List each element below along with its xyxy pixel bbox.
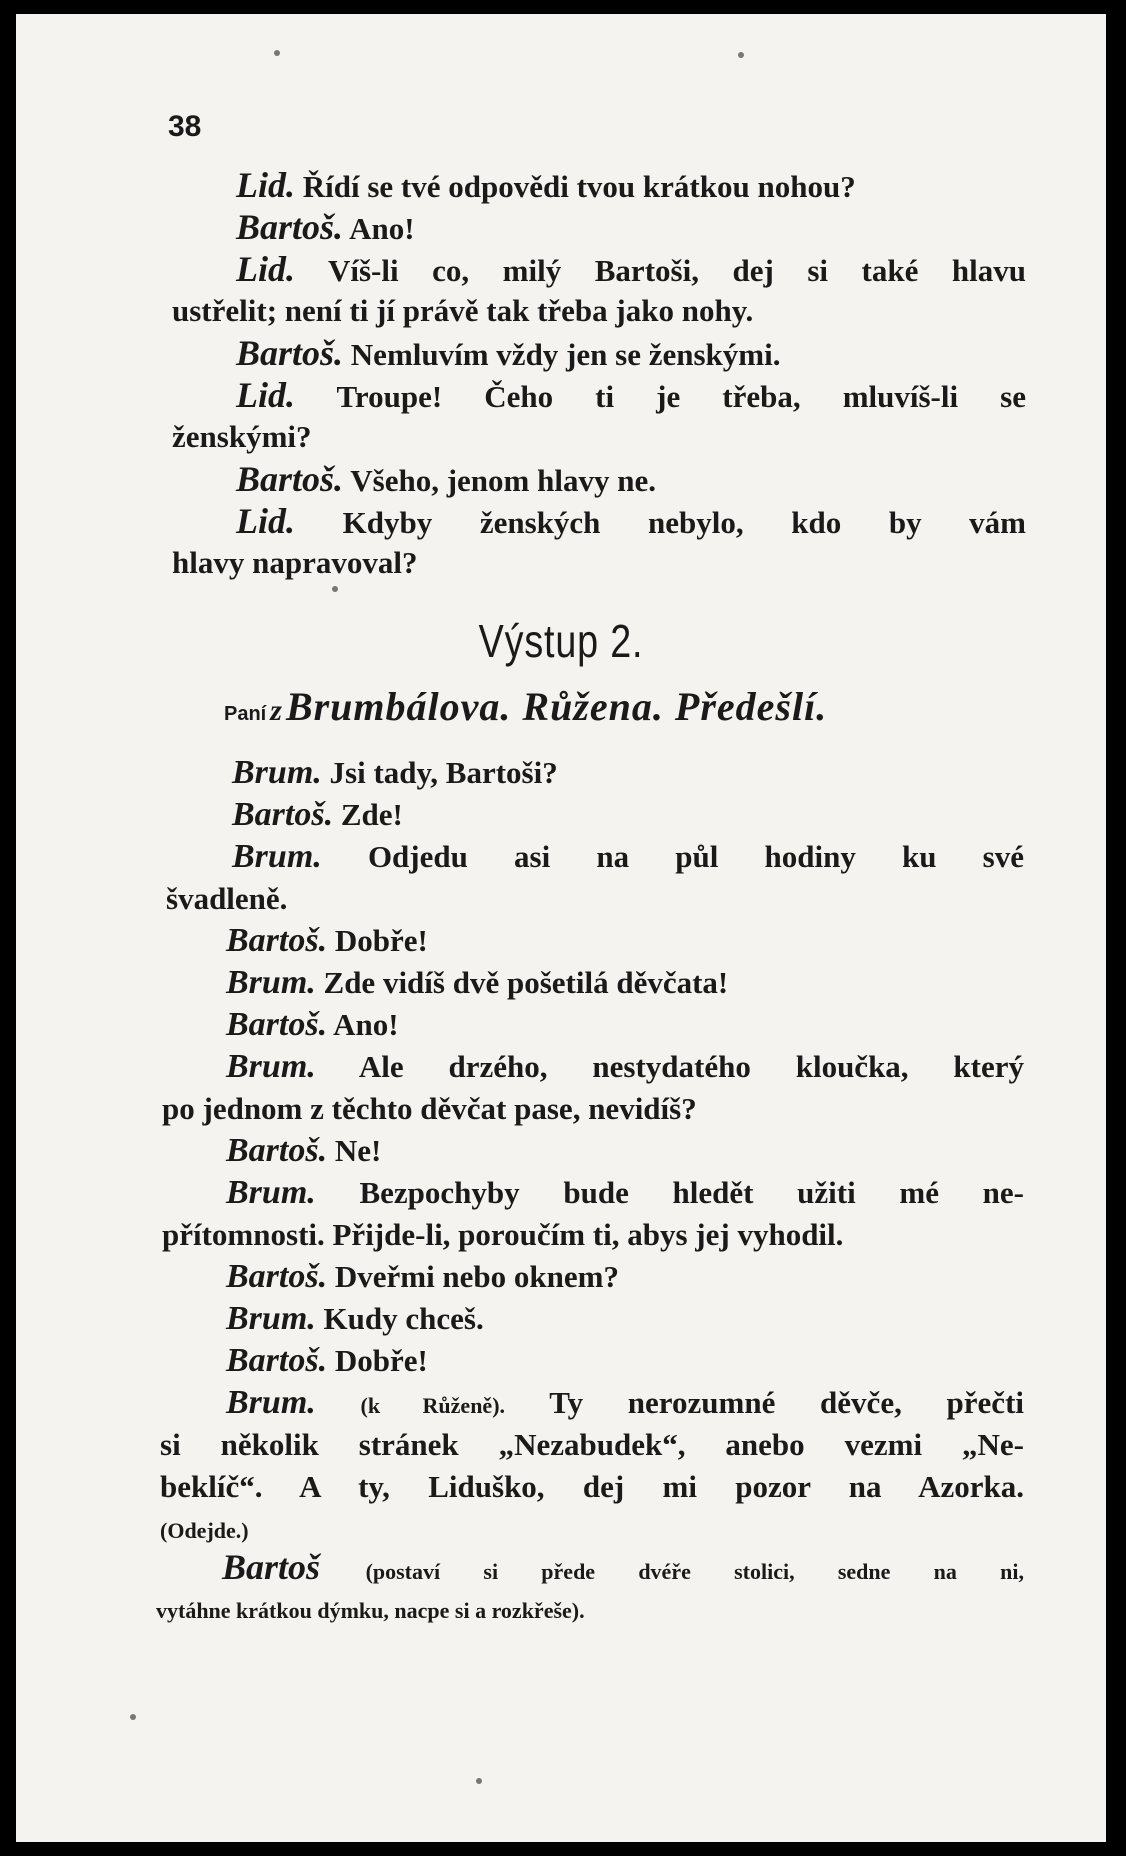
dialogue-line bbox=[226, 1382, 1024, 1424]
speaker-name: Bartoš. bbox=[236, 207, 344, 247]
dialogue-line bbox=[232, 752, 558, 794]
speaker-name: Brum. bbox=[226, 964, 316, 1001]
speaker-name: Bartoš bbox=[222, 1547, 321, 1587]
speaker-name: Bartoš. bbox=[226, 1342, 328, 1379]
speaker-name: Bartoš. bbox=[236, 459, 344, 499]
dialogue-line bbox=[160, 1424, 1024, 1466]
speaker-name: Lid. bbox=[236, 375, 295, 415]
speaker-name: Brum. bbox=[226, 1300, 316, 1337]
speaker-name: Lid. bbox=[236, 249, 295, 289]
line-text: Ano! bbox=[349, 211, 415, 246]
line-text: Ne! bbox=[334, 1133, 382, 1168]
line-text: švadleně. bbox=[166, 881, 288, 916]
line-text: beklíč“. A ty, Liduško, dej mi pozor na Azorka. bbox=[160, 1469, 1024, 1504]
dialogue-line bbox=[226, 1298, 484, 1340]
line-text: Troupe! Čeho ti je třeba, mluvíš-li se bbox=[336, 379, 1026, 414]
dialogue-line bbox=[226, 1172, 1024, 1214]
dialogue-line bbox=[236, 500, 1026, 542]
line-text: Zde vidíš dvě pošetilá děvčata! bbox=[323, 965, 729, 1000]
dialogue-line bbox=[236, 374, 1026, 416]
speaker-name: Brum. bbox=[232, 754, 322, 791]
dialogue-line bbox=[236, 164, 856, 206]
page-number: 38 bbox=[168, 110, 202, 143]
stage-direction: (Odejde.) bbox=[160, 1518, 249, 1543]
scene-heading: Výstup 2. bbox=[478, 615, 644, 667]
line-text: Zde! bbox=[340, 797, 403, 832]
paper-speck bbox=[130, 1714, 136, 1720]
dialogue-line bbox=[232, 794, 403, 836]
dialogue-line bbox=[160, 1466, 1024, 1508]
dialogue-line bbox=[236, 206, 415, 248]
dialogue-line bbox=[162, 1088, 697, 1130]
dialogue-line bbox=[172, 542, 417, 584]
cast-prefix: Paní bbox=[224, 703, 267, 725]
paper-speck bbox=[274, 50, 280, 56]
line-text: Nemluvím vždy jen se ženskými. bbox=[350, 337, 781, 372]
line-text: přítomnosti. Přijde-li, poroučím ti, abys jej vyhodil. bbox=[162, 1217, 844, 1252]
dialogue-line bbox=[226, 1004, 399, 1046]
dialogue-line bbox=[222, 1546, 1024, 1588]
dialogue-line bbox=[172, 290, 753, 332]
speaker-name: Brum. bbox=[232, 838, 322, 875]
dialogue-line bbox=[226, 1130, 381, 1172]
paper-speck bbox=[476, 1778, 482, 1784]
dialogue-line bbox=[226, 962, 728, 1004]
line-text: Ano! bbox=[333, 1007, 399, 1042]
speaker-name: Brum. bbox=[226, 1174, 316, 1211]
dialogue-line bbox=[232, 836, 1024, 878]
dialogue-line bbox=[236, 458, 656, 500]
line-text: Ale drzého, nestydatého kloučka, který bbox=[358, 1049, 1024, 1084]
line-text: Dobře! bbox=[334, 923, 428, 958]
speaker-name: Bartoš. bbox=[226, 922, 328, 959]
line-text: ustřelit; není ti jí právě tak třeba jako nohy. bbox=[172, 293, 754, 328]
line-text: Víš-li co, milý Bartoši, dej si také hlavu bbox=[327, 253, 1026, 288]
line-text: Ty nerozumné děvče, přečti bbox=[549, 1385, 1025, 1420]
dialogue-line bbox=[236, 248, 1026, 290]
stage-direction: vytáhne krátkou dýmku, nacpe si a rozkřeše). bbox=[156, 1598, 585, 1623]
line-text: Všeho, jenom hlavy ne. bbox=[350, 463, 656, 498]
dialogue-line bbox=[226, 1256, 619, 1298]
line-text: Řídí se tvé odpovědi tvou krátkou nohou? bbox=[302, 169, 856, 204]
stage-direction: (k Růženě). bbox=[360, 1393, 506, 1418]
speaker-name: Bartoš. bbox=[226, 1006, 328, 1043]
line-text: Odjedu asi na půl hodiny ku své bbox=[367, 839, 1024, 874]
dialogue-line bbox=[226, 1046, 1024, 1088]
speaker-name: Bartoš. bbox=[232, 796, 334, 833]
dialogue-line bbox=[226, 1340, 428, 1382]
speaker-name: Brum. bbox=[226, 1048, 316, 1085]
speaker-name: Brum. bbox=[226, 1384, 316, 1421]
dialogue-line bbox=[162, 1214, 843, 1256]
dialogue-line bbox=[236, 332, 780, 374]
speaker-name: Bartoš. bbox=[226, 1258, 328, 1295]
speaker-name: Lid. bbox=[236, 165, 295, 205]
line-text: Kudy chceš. bbox=[323, 1301, 484, 1336]
line-text: Kdyby ženských nebylo, kdo by vám bbox=[342, 505, 1027, 540]
dialogue-line bbox=[226, 920, 428, 962]
cast-list bbox=[224, 682, 827, 741]
line-text: ženskými? bbox=[172, 419, 312, 454]
stage-direction: (postaví si přede dvéře stolici, sedne na ni, bbox=[365, 1559, 1025, 1584]
paper-speck bbox=[738, 52, 744, 58]
line-text: Dveřmi nebo oknem? bbox=[334, 1259, 619, 1294]
line-text: si několik stránek „Nezabudek“, anebo vezmi „Ne- bbox=[160, 1427, 1024, 1462]
dialogue-line bbox=[166, 878, 287, 920]
dialogue-line bbox=[172, 416, 312, 458]
cast-preposition: z bbox=[270, 694, 282, 727]
speaker-name: Bartoš. bbox=[226, 1132, 328, 1169]
line-text: Jsi tady, Bartoši? bbox=[329, 755, 558, 790]
line-text: po jednom z těchto děvčat pase, nevidíš? bbox=[162, 1091, 697, 1126]
cast-names: Brumbálova. Růžena. Předešlí. bbox=[285, 684, 828, 729]
speaker-name: Lid. bbox=[236, 501, 295, 541]
line-text: Dobře! bbox=[334, 1343, 428, 1378]
line-text: Bezpochyby bude hledět užiti mé ne- bbox=[359, 1175, 1024, 1210]
speaker-name: Bartoš. bbox=[236, 333, 344, 373]
line-text: hlavy napravoval? bbox=[172, 545, 418, 580]
book-page bbox=[16, 14, 1106, 1842]
paper-speck bbox=[332, 586, 338, 592]
